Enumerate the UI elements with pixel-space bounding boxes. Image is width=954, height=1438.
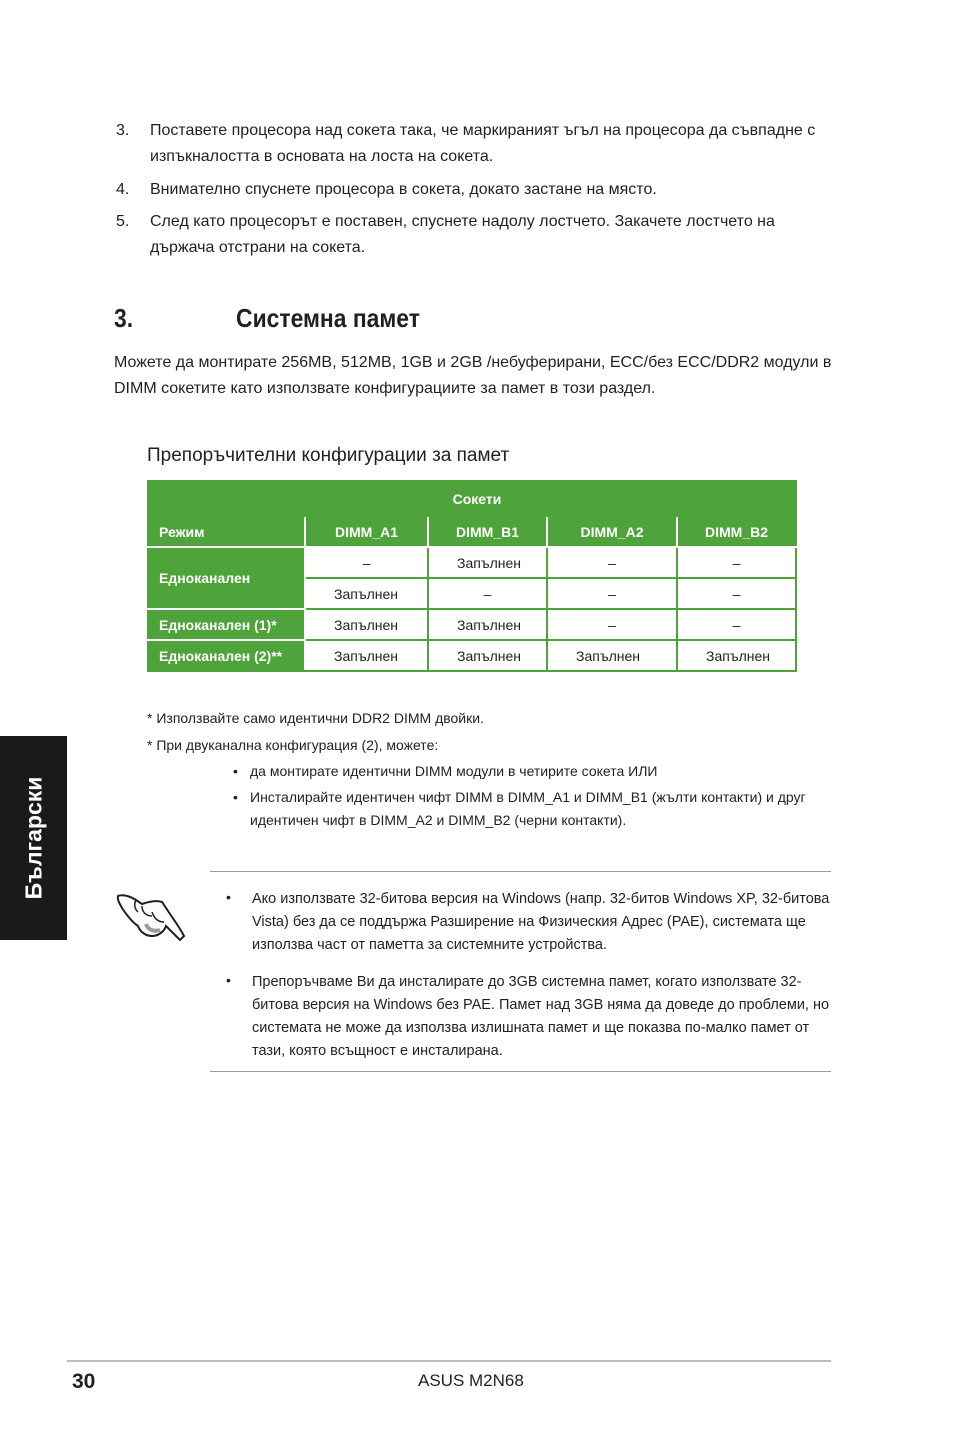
table-cell: Запълнен xyxy=(305,578,428,609)
bullet-dot: • xyxy=(233,763,238,779)
footnote-bullet: да монтирате идентични DIMM модули в четирите сокета ИЛИ xyxy=(250,763,658,779)
table-header-row xyxy=(148,516,796,547)
table-cell: – xyxy=(305,547,428,578)
row-mode: Едноканален (2)** xyxy=(148,640,305,671)
column-header: DIMM_B2 xyxy=(677,516,796,547)
table-cell: – xyxy=(428,578,547,609)
table-cell: – xyxy=(677,547,796,578)
step-text: Поставете процесора над сокета така, че маркираният ъгъл на процесора да съвпадне с изпъкналостта в основата на лоста на сокета. xyxy=(150,122,816,165)
column-header: DIMM_B1 xyxy=(428,516,547,547)
table-group-header: Сокети xyxy=(148,481,796,516)
table-group-header-row xyxy=(148,481,796,516)
table-cell: – xyxy=(677,609,796,640)
step-number: 3. xyxy=(116,122,130,139)
note-bullet-dot: • xyxy=(226,972,231,988)
table-cell: – xyxy=(677,578,796,609)
note-text: Ако използвате 32-битова версия на Windows (напр. 32-битов Windows XP, 32-битова Vista) без да се поддържа Разширение на Физическия Адрес (PAE), системата ще използва част от паметта за системните устройства. xyxy=(252,891,830,953)
column-header: Режим xyxy=(148,516,305,547)
table-heading: Препоръчителни конфигурации за памет xyxy=(147,445,510,466)
column-header: DIMM_A1 xyxy=(305,516,428,547)
note-bottom-rule xyxy=(210,1071,831,1072)
footer-rule xyxy=(67,1360,831,1362)
row-mode: Едноканален (1)* xyxy=(148,609,305,640)
memory-config-table xyxy=(147,480,797,672)
table-row xyxy=(148,640,796,671)
note-bullet-dot: • xyxy=(226,889,231,905)
page-number: 30 xyxy=(72,1370,96,1393)
table-row xyxy=(148,547,796,578)
table-cell: Запълнен xyxy=(677,640,796,671)
product-model: ASUS M2N68 xyxy=(418,1371,524,1390)
bullet-dot: • xyxy=(233,789,238,805)
table-cell: Запълнен xyxy=(547,640,677,671)
step-number: 4. xyxy=(116,181,130,198)
note-top-rule xyxy=(210,871,831,872)
footnote: * Използвайте само идентични DDR2 DIMM двойки. xyxy=(147,710,484,726)
section-title xyxy=(114,303,420,334)
table-cell: Запълнен xyxy=(305,609,428,640)
language-label: Български xyxy=(20,776,46,900)
table-row xyxy=(148,609,796,640)
footnote: * При двуканална конфигурация (2), можете: xyxy=(147,737,439,753)
table-cell: – xyxy=(547,578,677,609)
note-text: Препоръчваме Ви да инсталирате до 3GB системна памет, когато използвате 32-битова версия на Windows без PAE. Памет над 3GB няма да доведе до проблеми, но системата не може да използва излишната памет и ще показва по-малко памет от тази, която всъщност е инсталирана. xyxy=(252,974,830,1059)
table-cell: Запълнен xyxy=(428,547,547,578)
step-text: След като процесорът е поставен, спуснете надолу лостчето. Закачете лостчето на държача отстрани на сокета. xyxy=(150,213,775,256)
table-cell: Запълнен xyxy=(428,609,547,640)
intro-paragraph: Можете да монтирате 256MB, 512MB, 1GB и 2GB /небуферирани, ECC/без ECC/DDR2 модули в DIMM сокетите като използвате конфигурациите за памет в този раздел. xyxy=(114,354,832,397)
pointing-hand-icon xyxy=(112,884,188,946)
step-text: Внимателно спуснете процесора в сокета, докато застане на място. xyxy=(150,181,657,198)
footnote-bullet: Инсталирайте идентичен чифт DIMM в DIMM_A1 и DIMM_B1 (жълти контакти) и друг идентичен чифт в DIMM_A2 и DIMM_B2 (черни контакти). xyxy=(250,789,806,828)
table-cell: Запълнен xyxy=(305,640,428,671)
table-cell: – xyxy=(547,609,677,640)
row-mode: Едноканален xyxy=(148,547,305,609)
language-side-tab xyxy=(0,736,67,940)
step-number: 5. xyxy=(116,213,130,230)
section-title-text: Системна памет xyxy=(236,303,420,333)
table-cell: Запълнен xyxy=(428,640,547,671)
table-cell: – xyxy=(547,547,677,578)
column-header: DIMM_A2 xyxy=(547,516,677,547)
section-number: 3. xyxy=(114,303,134,333)
